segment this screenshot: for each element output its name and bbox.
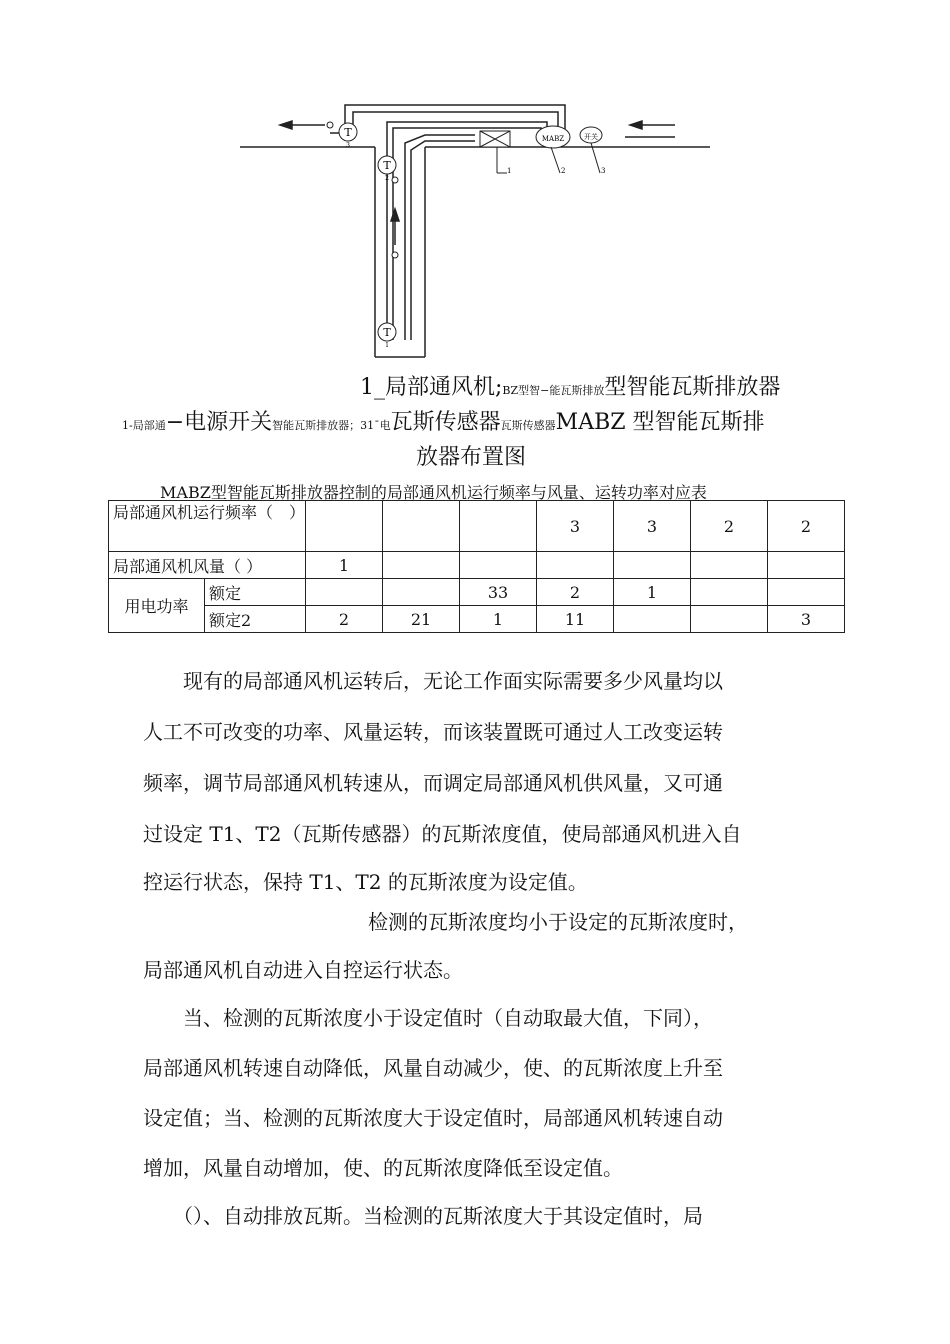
caption-text: BZ型智−能瓦斯排放 bbox=[502, 384, 605, 397]
paragraph-line: 局部通风机转速自动降低，风量自动减少，使、的瓦斯浓度上升至 bbox=[143, 1056, 723, 1080]
svg-text:2: 2 bbox=[561, 167, 566, 175]
paragraph-line: 设定值；当、检测的瓦斯浓度大于设定值时，局部通风机转速自动 bbox=[143, 1106, 723, 1130]
paragraph-line: 控运行状态，保持 T1、T2 的瓦斯浓度为设定值。 bbox=[143, 870, 588, 894]
table-cell bbox=[691, 606, 768, 633]
table-cell bbox=[614, 552, 691, 579]
table-cell: 2 bbox=[768, 501, 845, 552]
table-cell bbox=[768, 579, 845, 606]
table-cell bbox=[691, 552, 768, 579]
table-cell: 1 bbox=[460, 606, 537, 633]
paragraph-line: 局部通风机自动进入自控运行状态。 bbox=[143, 958, 463, 982]
row-header-power: 用电功率 bbox=[109, 579, 205, 633]
table-cell: 21 bbox=[383, 606, 460, 633]
svg-text:1: 1 bbox=[507, 167, 512, 175]
row-header-rated2: 额定2 bbox=[205, 606, 306, 633]
sensor-t3-icon bbox=[339, 123, 357, 149]
caption-text: MABZ 型智能瓦斯排 bbox=[555, 410, 765, 435]
svg-text:T: T bbox=[344, 126, 352, 139]
power-switch-icon bbox=[580, 127, 605, 175]
paragraph-line: 当、检测的瓦斯浓度小于设定值时（自动取最大值，下同）， bbox=[143, 1006, 713, 1030]
svg-text:3: 3 bbox=[346, 142, 350, 149]
table-cell: 3 bbox=[768, 606, 845, 633]
paragraph-line: 人工不可改变的功率、风量运转，而该装置既可通过人工改变运转 bbox=[143, 720, 723, 744]
caption-text: 1_局部通风机; bbox=[360, 375, 503, 400]
row-header-rated1: 额定 bbox=[205, 579, 306, 606]
table-cell: 3 bbox=[614, 501, 691, 552]
caption-text: 1-局部通 bbox=[122, 419, 166, 432]
paragraph-line: 现有的局部通风机运转后，无论工作面实际需要多少风量均以 bbox=[143, 669, 723, 693]
table-row bbox=[109, 501, 845, 552]
table-cell: 2 bbox=[306, 606, 383, 633]
ventilation-layout-diagram bbox=[235, 95, 715, 365]
svg-text:3: 3 bbox=[601, 167, 606, 175]
table-cell: 33 bbox=[460, 579, 537, 606]
svg-text:2: 2 bbox=[385, 175, 389, 182]
table-cell: 11 bbox=[537, 606, 614, 633]
paragraph-line: 过设定 T1、T2（瓦斯传感器）的瓦斯浓度值，使局部通风机进入自 bbox=[143, 822, 742, 846]
table-cell bbox=[768, 552, 845, 579]
paragraph-line: 增加，风量自动增加，使、的瓦斯浓度降低至设定值。 bbox=[143, 1156, 623, 1180]
diagram-caption-line3: 放器布置图 bbox=[416, 445, 527, 470]
table-cell: 1 bbox=[614, 579, 691, 606]
diagram-caption-line1 bbox=[360, 370, 780, 401]
caption-text: 智能瓦斯排放器；31ˉ电 bbox=[272, 419, 391, 432]
table-title: MABZ型智能瓦斯排放器控制的局部通风机运行频率与风量、运转功率对应表 bbox=[160, 483, 707, 502]
table-cell bbox=[691, 579, 768, 606]
frequency-table bbox=[108, 500, 845, 633]
svg-text:T: T bbox=[383, 326, 391, 339]
table-cell: 2 bbox=[537, 579, 614, 606]
local-fan-icon bbox=[480, 131, 511, 175]
mabz-gas-discharger-icon bbox=[536, 126, 570, 175]
table-cell bbox=[383, 552, 460, 579]
table-cell: 3 bbox=[537, 501, 614, 552]
table-row bbox=[109, 606, 845, 633]
table-row bbox=[109, 552, 845, 579]
caption-text: 瓦斯传感器 bbox=[390, 410, 501, 435]
svg-text:T: T bbox=[383, 159, 391, 172]
caption-text: 瓦斯传感器 bbox=[500, 419, 556, 432]
table-cell bbox=[383, 501, 460, 552]
table-cell bbox=[306, 501, 383, 552]
table-row bbox=[109, 579, 845, 606]
table-cell bbox=[537, 552, 614, 579]
svg-text:MABZ: MABZ bbox=[541, 135, 565, 143]
table-cell: 2 bbox=[691, 501, 768, 552]
caption-text: −电源开关 bbox=[165, 410, 273, 435]
caption-text: 型智能瓦斯排放器 bbox=[604, 375, 781, 400]
svg-text:开关: 开关 bbox=[584, 133, 598, 141]
table-cell bbox=[460, 552, 537, 579]
paragraph-line: 检测的瓦斯浓度均小于设定的瓦斯浓度时， bbox=[368, 910, 748, 934]
table-cell bbox=[306, 579, 383, 606]
table-cell: 1 bbox=[306, 552, 383, 579]
paragraph-line: （）、自动排放瓦斯。当检测的瓦斯浓度大于其设定值时，局 bbox=[143, 1204, 703, 1228]
table-cell bbox=[383, 579, 460, 606]
diagram-caption-line2 bbox=[122, 405, 765, 436]
table-cell bbox=[614, 606, 691, 633]
row-header-frequency: 局部通风机运行频率（ ） bbox=[109, 501, 306, 552]
svg-text:1: 1 bbox=[385, 342, 389, 349]
table-cell bbox=[460, 501, 537, 552]
paragraph-line: 频率，调节局部通风机转速从，而调定局部通风机供风量，又可通 bbox=[143, 771, 723, 795]
row-header-airflow: 局部通风机风量（ ） bbox=[109, 552, 306, 579]
sensor-t1-icon bbox=[378, 323, 396, 349]
